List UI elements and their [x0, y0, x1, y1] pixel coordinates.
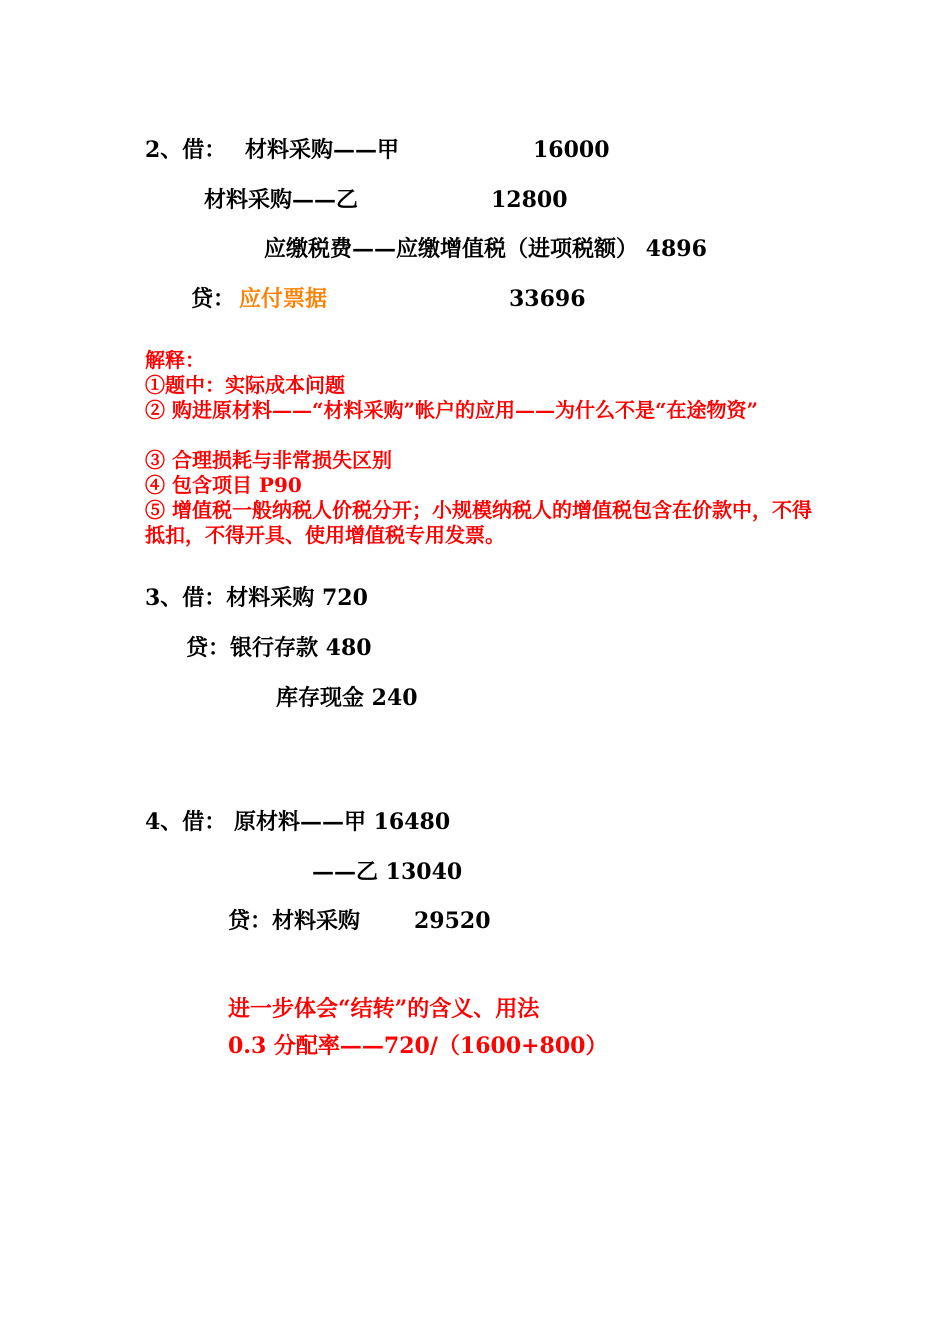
entry2-line1-amount: 16000: [533, 137, 610, 163]
entry3-credit-line1: 贷：银行存款 480: [186, 635, 372, 661]
entry2-line2-account: 材料采购——乙: [204, 187, 359, 213]
entry4-credit-label: 贷：材料采购: [228, 908, 361, 934]
explanation-item-3: ③ 合理损耗与非常损失区别: [145, 448, 392, 472]
entry2-line1-account: 材料采购——甲: [245, 137, 400, 163]
entry2-line3: 应缴税费——应缴增值税（进项税额） 4896: [264, 236, 707, 262]
note-line-1: 进一步体会“结转”的含义、用法: [228, 996, 540, 1022]
entry2-credit-amount: 33696: [509, 286, 586, 312]
entry2-credit-account: 应付票据: [239, 286, 328, 312]
entry3-credit-line2: 库存现金 240: [276, 685, 418, 711]
entry4-line2: ——乙 13040: [312, 859, 463, 885]
entry3-debit-line: 3、借：材料采购 720: [145, 585, 368, 611]
explanation-item-2: ② 购进原材料——“材料采购”帐户的应用——为什么不是“在途物资”: [145, 398, 758, 422]
explanation-item-1: ①题中：实际成本问题: [145, 373, 345, 397]
explanation-item-4: ④ 包含项目 P90: [145, 473, 302, 497]
entry4-credit-amount: 29520: [414, 908, 491, 934]
entry4-debit-line: 4、借： 原材料——甲 16480: [145, 809, 451, 835]
explanation-item-5: ⑤ 增值税一般纳税人价税分开；小规模纳税人的增值税包含在价款中，不得抵扣，不得开具、使用增值税专用发票。: [145, 498, 812, 547]
entry2-credit-label: 贷：: [191, 286, 236, 312]
entry2-line2-amount: 12800: [491, 187, 568, 213]
explanation-title: 解释：: [145, 348, 205, 372]
note-line-2: 0.3 分配率——720/（1600+800）: [228, 1033, 608, 1059]
entry2-debit-label: 2、借：: [145, 137, 227, 163]
